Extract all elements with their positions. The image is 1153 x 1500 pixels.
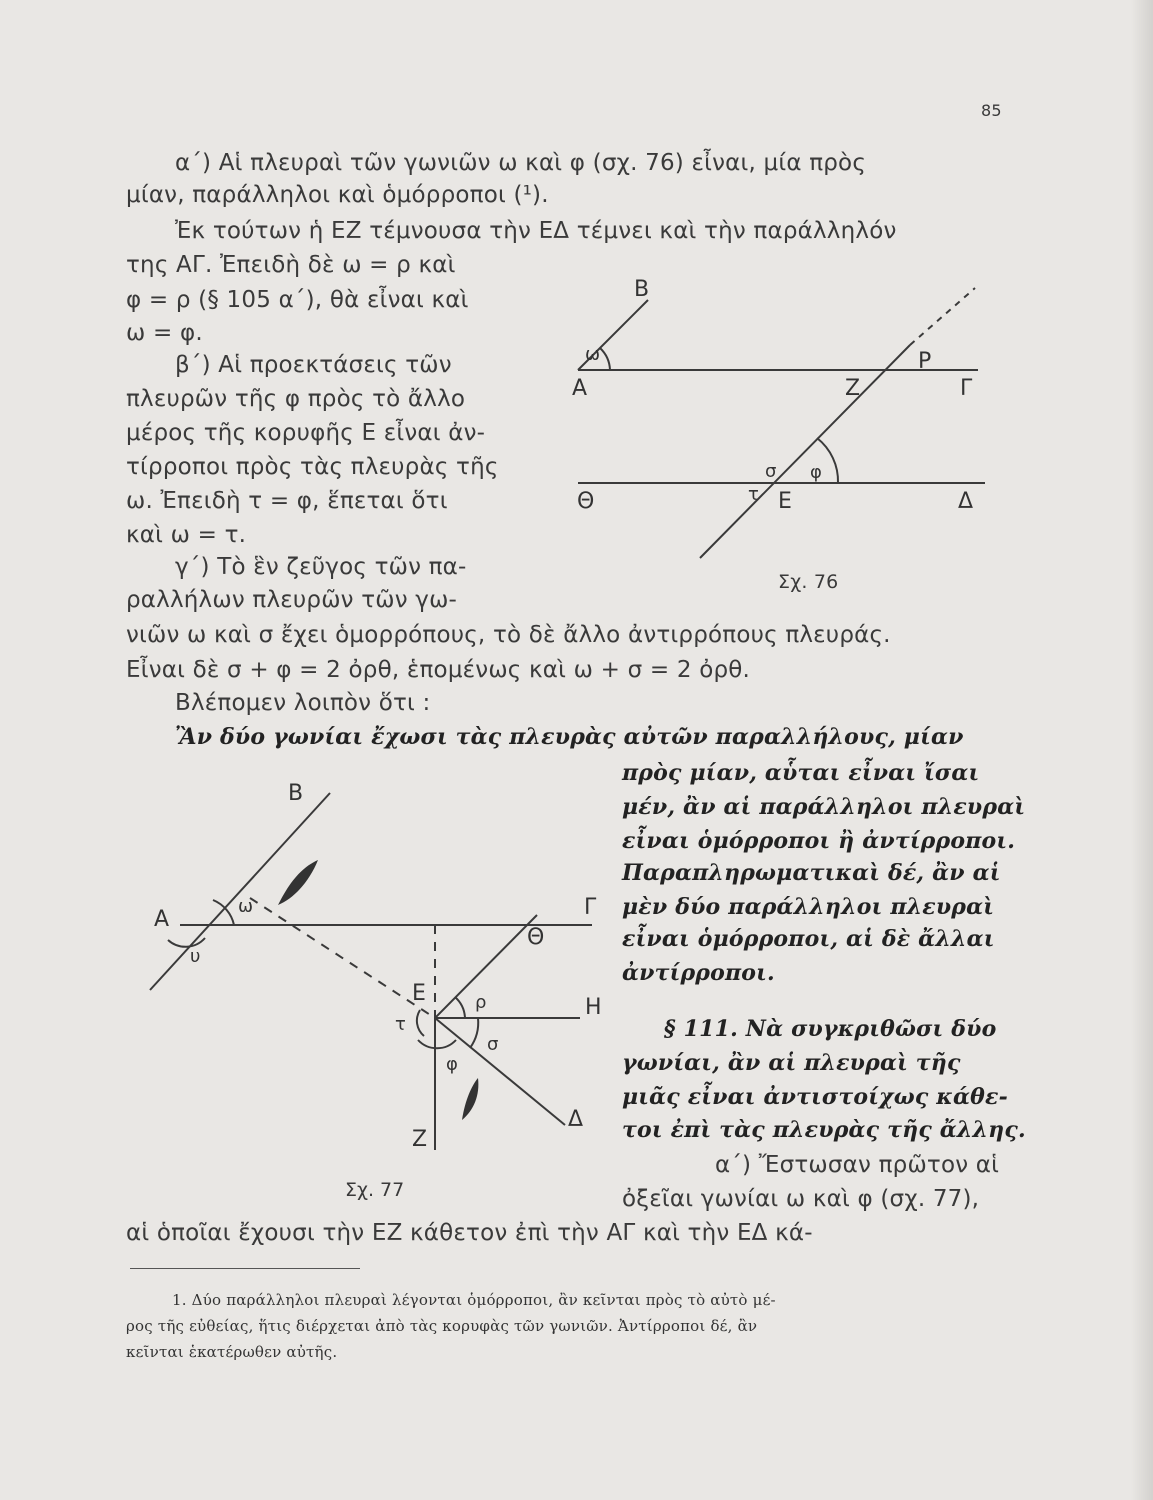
fig76-label-e: E bbox=[778, 489, 792, 514]
fig76-caption: Σχ. 76 bbox=[778, 571, 839, 593]
fig77-label-b: B bbox=[288, 781, 304, 806]
text-line: Εἶναι δὲ σ + φ = 2 ὀρθ, ἑπομένως καὶ ω + σ = 2 ὀρθ. bbox=[126, 657, 751, 683]
arc-rho bbox=[455, 997, 465, 1018]
fig76-label-d: Δ bbox=[958, 489, 974, 514]
text-line: ραλλήλων πλευρῶν τῶν γω- bbox=[126, 587, 458, 613]
theorem-line: εἶναι ὁμόρροποι, αἱ δὲ ἄλλαι bbox=[622, 926, 995, 952]
theorem-line: ἀντίρροποι. bbox=[622, 960, 775, 986]
fig77-label-phi: φ bbox=[446, 1054, 458, 1075]
theorem-line: Ἂν δύο γωνίαι ἔχωσι τὰς πλευρὰς αὐτῶν παραλλήλους, μίαν bbox=[175, 724, 964, 750]
fig77-label-rho: ρ bbox=[475, 992, 487, 1013]
theorem-line: μὲν δύο παράλληλοι πλευραὶ bbox=[622, 894, 995, 920]
fig76-label-phi: φ bbox=[810, 462, 822, 483]
text-line: τίρροποι πρὸς τὰς πλευρὰς τῆς bbox=[126, 454, 499, 480]
fig77-label-a: A bbox=[154, 907, 170, 932]
theorem-line: πρὸς μίαν, αὗται εἶναι ἴσαι bbox=[622, 760, 980, 786]
text-line: α΄) Αἱ πλευραὶ τῶν γωνιῶν ω καὶ φ (σχ. 76) εἶναι, μία πρὸς bbox=[175, 150, 867, 176]
fig76-label-sigma: σ bbox=[765, 461, 777, 482]
fig77-label-h: H bbox=[585, 995, 602, 1020]
theorem-line: μέν, ἂν αἱ παράλληλοι πλευραὶ bbox=[622, 794, 1026, 820]
footnote-line: κεῖνται ἑκατέρωθεν αὐτῆς. bbox=[126, 1343, 338, 1361]
fig76-label-th: Θ bbox=[577, 489, 595, 514]
text-line: ὀξεῖαι γωνίαι ω καὶ φ (σχ. 77), bbox=[622, 1186, 980, 1212]
theorem-line: εἶναι ὁμόρροποι ἢ ἀντίρροποι. bbox=[622, 828, 1016, 854]
section-line: μιᾶς εἶναι ἀντιστοίχως κάθε- bbox=[622, 1084, 1008, 1110]
text-line: μίαν, παράλληλοι καὶ ὁμόρροποι (¹). bbox=[126, 182, 549, 208]
text-line: της ΑΓ. Ἐπειδὴ δὲ ω = ρ καὶ bbox=[126, 252, 456, 278]
fig77-label-g: Γ bbox=[584, 895, 597, 920]
text-line: α΄) Ἔστωσαν πρῶτον αἱ bbox=[715, 1152, 1000, 1178]
fig76-label-a: A bbox=[572, 376, 588, 401]
arc-omega bbox=[213, 900, 234, 925]
section-line: γωνίαι, ἂν αἱ πλευραὶ τῆς bbox=[622, 1050, 961, 1076]
fig77-label-upsilon: υ bbox=[190, 946, 201, 967]
page-number: 85 bbox=[981, 101, 1002, 120]
text-line: ω = φ. bbox=[126, 320, 203, 346]
text-line: αἱ ὁποῖαι ἔχουσι τὴν ΕΖ κάθετον ἐπὶ τὴν ΑΓ καὶ τὴν ΕΔ κά- bbox=[126, 1220, 813, 1246]
line-ab bbox=[150, 793, 330, 990]
text-line: μέρος τῆς κορυφῆς Ε εἶναι ἀν- bbox=[126, 420, 486, 446]
section-line: τοι ἐπὶ τὰς πλευρὰς τῆς ἄλλης. bbox=[622, 1117, 1026, 1143]
arc-phi bbox=[418, 1040, 456, 1048]
line-perp-ab bbox=[250, 898, 435, 1018]
text-line: νιῶν ω καὶ σ ἔχει ὁμορρόπους, τὸ δὲ ἄλλο ἀντιρρόπους πλευράς. bbox=[126, 622, 891, 648]
fig77-label-z: Z bbox=[412, 1127, 428, 1152]
text-line: πλευρῶν τῆς φ πρὸς τὸ ἄλλο bbox=[126, 386, 466, 412]
fig76-label-p: Ρ bbox=[918, 349, 932, 374]
fig77-label-th: Θ bbox=[527, 925, 545, 950]
arc-sigma bbox=[470, 1018, 478, 1048]
text-line: φ = ρ (§ 105 α΄), θὰ εἶναι καὶ bbox=[126, 287, 469, 313]
fig77-label-tau: τ bbox=[395, 1014, 406, 1035]
theorem-line: Παραπληρωματικαὶ δέ, ἂν αἱ bbox=[622, 860, 1001, 886]
text-line: Βλέπομεν λοιπὸν ὅτι : bbox=[175, 690, 431, 716]
fig76-label-z: Z bbox=[845, 376, 861, 401]
footnote-line: ρος τῆς εὐθείας, ἥτις διέρχεται ἀπὸ τὰς κορυφὰς τῶν γωνιῶν. Ἀντίρροποι δέ, ἂν bbox=[126, 1317, 758, 1335]
fig77-label-e: E bbox=[412, 981, 426, 1006]
fig77-label-d: Δ bbox=[568, 1107, 584, 1132]
ink-smudge bbox=[462, 1078, 478, 1120]
fig76-label-g: Γ bbox=[960, 376, 973, 401]
section-heading: § 111. Νὰ συγκριθῶσι δύο bbox=[664, 1016, 997, 1042]
fig77-label-omega: ω bbox=[238, 896, 254, 917]
text-line: Ἐκ τούτων ἡ ΕΖ τέμνουσα τὴν ΕΔ τέμνει καὶ τὴν παράλληλόν bbox=[175, 218, 897, 244]
fig77-caption: Σχ. 77 bbox=[345, 1179, 405, 1201]
arc-tau bbox=[417, 1010, 424, 1036]
text-line: ω. Ἐπειδὴ τ = φ, ἕπεται ὅτι bbox=[126, 488, 448, 514]
text-line: γ΄) Τὸ ἓν ζεῦγος τῶν πα- bbox=[175, 554, 467, 580]
footnote-line: 1. Δύο παράλληλοι πλευραὶ λέγονται ὁμόρροποι, ἂν κεῖνται πρὸς τὸ αὐτὸ μέ- bbox=[172, 1291, 776, 1309]
fig76-label-omega: ω bbox=[585, 344, 601, 365]
text-line: β΄) Αἱ προεκτάσεις τῶν bbox=[175, 352, 452, 378]
fig76-label-b: B bbox=[634, 277, 650, 302]
ink-smudge bbox=[278, 860, 318, 905]
fig77-label-sigma: σ bbox=[487, 1034, 499, 1055]
text-line: καὶ ω = τ. bbox=[126, 522, 247, 548]
fig76-label-tau: τ bbox=[748, 484, 759, 505]
